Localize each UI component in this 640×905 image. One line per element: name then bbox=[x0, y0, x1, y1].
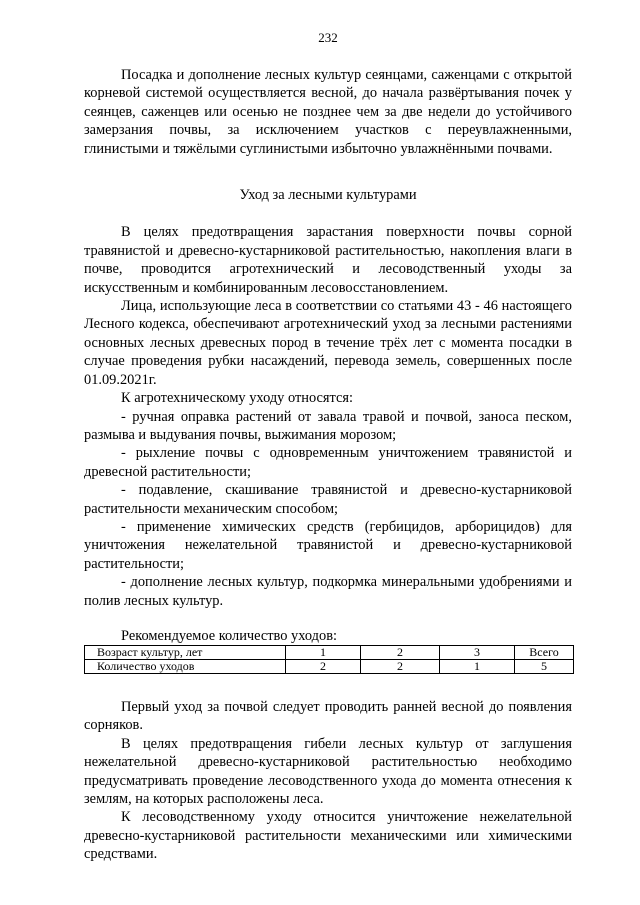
table-cell: Всего bbox=[515, 645, 574, 659]
paragraph-silvicultural: К лесоводственному уходу относится уничтожение нежелательной древесно-кустарниковой растительности механическими или химическими средствами. bbox=[84, 809, 572, 863]
table-cell: Возраст культур, лет bbox=[85, 645, 286, 659]
table-cell: 2 bbox=[361, 645, 440, 659]
table-cell: 5 bbox=[515, 659, 574, 673]
table-cell: 3 bbox=[440, 645, 515, 659]
table-cell: 2 bbox=[286, 659, 361, 673]
table-cell: 1 bbox=[440, 659, 515, 673]
table-row bbox=[85, 645, 574, 659]
paragraph-first-care: Первый уход за почвой следует проводить ранней весной до появления сорняков. bbox=[84, 698, 572, 734]
table-cell: 2 bbox=[361, 659, 440, 673]
table-row bbox=[85, 659, 574, 673]
agro-item: - ручная оправка растений от завала травой и почвой, заноса песком, размыва и выдувания почвы, выжимания морозом; bbox=[84, 408, 572, 443]
table-caption: Рекомендуемое количество уходов: bbox=[121, 627, 337, 644]
agro-item: - применение химических средств (гербицидов, арборицидов) для уничтожения нежелательной травянистой и древесно-кустарниковой растительности; bbox=[84, 518, 572, 572]
paragraph-persons: Лица, использующие леса в соответствии со статьями 43 - 46 настоящего Лесного кодекса, обеспечивают агротехнический уход за лесными растениями основных лесных древесных пород в течение трёх лет с момента посадки в случае проведения рубки насаждений, перевода земель, совершенных после 01.09.2021г. bbox=[84, 298, 572, 388]
care-count-table bbox=[84, 645, 574, 674]
paragraph-purpose: В целях предотвращения зарастания поверхности почвы сорной травянистой и древесно-кустарниковой растительностью, накопления влаги в почве, проводится агротехнический и лесоводственный уходы за искусственным и комбинированным лесовосстановлением. bbox=[84, 224, 572, 296]
agro-item: - дополнение лесных культур, подкормка минеральными удобрениями и полив лесных культур. bbox=[84, 574, 572, 609]
paragraph-planting: Посадка и дополнение лесных культур сеянцами, саженцами с открытой корневой системой осуществляется весной, до начала развёртывания почек у сеянцев, саженцев или осенью не позднее чем за две недели до устойчивого замерзания почвы, за исключением участков с переувлажненными, глинистыми и тяжёлыми суглинистыми избыточно увлажнёнными почвами. bbox=[84, 67, 572, 157]
page-number: 232 bbox=[318, 30, 338, 45]
agro-intro: К агротехническому уходу относятся: bbox=[121, 390, 353, 407]
agro-item: - подавление, скашивание травянистой и древесно-кустарниковой растительности механическим способом; bbox=[84, 482, 572, 517]
table-cell: 1 bbox=[286, 645, 361, 659]
paragraph-prevent-death: В целях предотвращения гибели лесных культур от заглушения нежелательной древесно-кустарниковой растительностью необходимо предусматривать проведение лесоводственного ухода до момента отнесения к землям, на которых расположены леса. bbox=[84, 735, 572, 807]
section-heading: Уход за лесными культурами bbox=[239, 187, 417, 204]
document-page bbox=[84, 30, 572, 864]
agro-item: - рыхление почвы с одновременным уничтожением травянистой и древесной растительности; bbox=[84, 445, 572, 480]
table-cell: Количество уходов bbox=[85, 659, 286, 673]
